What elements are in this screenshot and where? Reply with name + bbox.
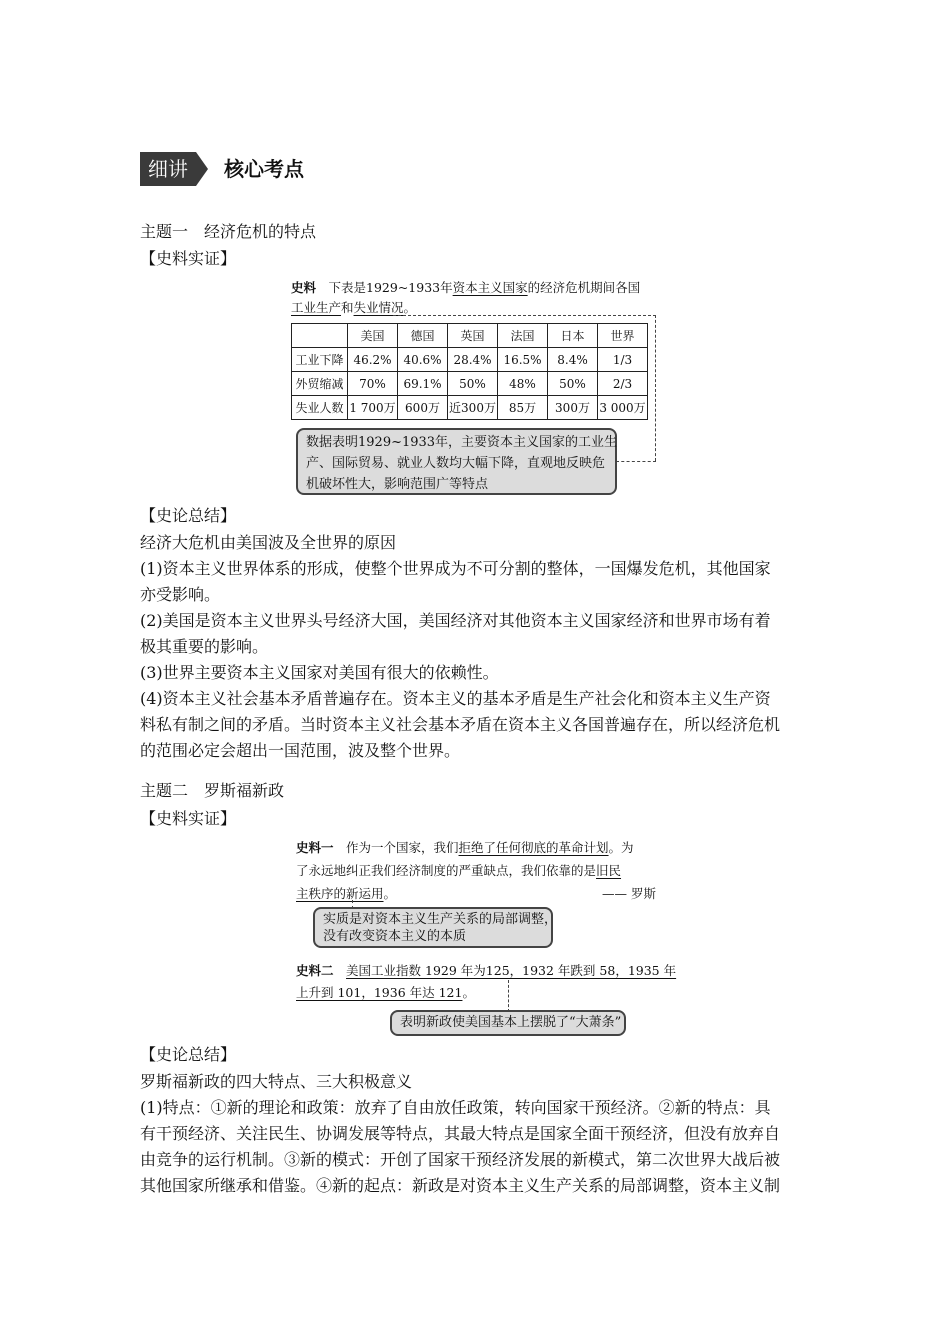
table-cell: 40.6% [398,348,448,372]
section-banner [140,152,340,186]
topic1-evidence-label: 【史料实证】 [140,249,237,268]
note-line: 实质是对资本主义生产关系的局部调整， [323,912,558,927]
summary-line: 其他国家所继承和借鉴。④新的起点：新政是对资本主义生产关系的局部调整，资本主义制 [140,1176,781,1195]
analysis-note-3: 表明新政使美国基本上摆脱了“大萧条” [390,1010,626,1036]
note-line: 机破坏性大，影响范围广等特点 [306,477,489,492]
analysis-note-1 [296,428,617,495]
summary-title: 罗斯福新政的四大特点、三大积极意义 [140,1072,413,1091]
table-cell: 1 700万 [348,396,398,420]
table-cell: 1/3 [598,348,648,372]
source-text-1 [291,278,671,318]
connector-line [508,980,509,1012]
source-text: 了永远地纠正我们经济制度的严重缺点，我们依靠的是 [296,863,597,878]
table-cell: 3 000万 [598,396,648,420]
source-text: 下表是1929~1933年 [316,280,453,295]
summary-line: (1)特点：①新的理论和政策：放弃了自由放任政策，转向国家干预经济。②新的特点：具 [140,1098,771,1117]
topic1-summary [140,530,812,764]
connector-line [616,461,656,462]
topic2-summary-label: 【史论总结】 [140,1045,237,1064]
table-cell: 工业下降 [292,348,348,372]
table-cell: 28.4% [448,348,498,372]
source-text-3 [296,960,677,1004]
table-cell: 2/3 [598,372,648,396]
source-text: 和 [341,300,354,315]
summary-line: 由竞争的运行机制。③新的模式：开创了国家干预经济发展的新模式，第二次世界大战后被 [140,1150,781,1169]
table-cell: 600万 [398,396,448,420]
table-cell: 50% [548,372,598,396]
source-underline: 美国工业指数 1929 年为125，1932 年跌到 58，1935 年 [346,963,677,978]
table-header-cell: 日本 [548,324,598,348]
note-line: 没有改变资本主义的本质 [323,929,467,944]
table-cell: 70% [348,372,398,396]
table-header-cell [292,324,348,348]
banner-arrow-icon [196,152,208,186]
topic1-heading: 主题一 经济危机的特点 [140,222,317,241]
source-underline: 旧民 [596,863,622,878]
source-text: 。为 [608,840,634,855]
table-cell: 46.2% [348,348,398,372]
summary-line: 极其重要的影响。 [140,637,269,656]
table-header-cell: 法国 [498,324,548,348]
source-underline: 拒绝了任何彻底的革命计划 [458,840,609,855]
source-text: 。 [403,300,417,315]
table-header-cell: 世界 [598,324,648,348]
table-cell: 48% [498,372,548,396]
source-underline: 工业生产 [291,300,342,315]
source-underline: 上升到 101，1936 年达 121 [296,985,463,1000]
table-cell: 失业人数 [292,396,348,420]
banner-title: 核心考点 [224,157,304,181]
table-cell: 外贸缩减 [292,372,348,396]
table-cell: 69.1% [398,372,448,396]
source-underline: 失业情况 [353,300,404,315]
analysis-note-2 [313,907,558,948]
topic2-summary [140,1069,812,1199]
summary-line: 亦受影响。 [140,585,221,604]
topic2-heading: 主题二 罗斯福新政 [140,781,285,800]
banner-tag: 细讲 [140,152,196,186]
source-text-2 [296,836,656,905]
connector-line [655,315,656,461]
topic2-evidence-label: 【史料实证】 [140,809,237,828]
table-header-cell: 德国 [398,324,448,348]
table-header-cell: 美国 [348,324,398,348]
source-text: 。 [462,985,475,1000]
note-line: 数据表明1929~1933年，主要资本主义国家的工业生 [306,435,618,450]
source-text: 。 [383,886,397,901]
table-cell: 85万 [498,396,548,420]
table-cell: 近300万 [448,396,498,420]
source-text: 的经济危机期间各国 [527,280,641,295]
source-author: —— 罗斯 [602,886,656,901]
source-underline: 资本主义国家 [452,280,528,295]
source-label: 史料一 [296,840,334,855]
table-cell: 300万 [548,396,598,420]
table-row [292,396,648,420]
summary-line: (4)资本主义社会基本矛盾普遍存在。资本主义的基本矛盾是生产社会化和资本主义生产资 [140,689,771,708]
topic1-summary-label: 【史论总结】 [140,506,237,525]
summary-line: 有干预经济、关注民生、协调发展等特点，其最大特点是国家全面干预经济，但没有放弃自 [140,1124,781,1143]
crisis-table [291,323,648,420]
source-label: 史料 [291,280,317,295]
summary-line: (2)美国是资本主义世界头号经济大国，美国经济对其他资本主义国家经济和世界市场有着 [140,611,771,630]
table-cell: 50% [448,372,498,396]
source-underline: 主秩序的新运用 [296,886,384,901]
source-text: 作为一个国家，我们 [333,840,459,855]
source-label: 史料二 [296,963,334,978]
table-cell: 16.5% [498,348,548,372]
table-header-row [292,324,648,348]
summary-line: 料私有制之间的矛盾。当时资本主义社会基本矛盾在资本主义各国普遍存在，所以经济危机 [140,715,781,734]
summary-line: (1)资本主义世界体系的形成，使整个世界成为不可分割的整体，一国爆发危机，其他国家 [140,559,771,578]
table-cell: 8.4% [548,348,598,372]
summary-title: 经济大危机由美国波及全世界的原因 [140,533,397,552]
note-line: 产、国际贸易、就业人数均大幅下降，直观地反映危 [306,456,606,471]
summary-line: (3)世界主要资本主义国家对美国有很大的依赖性。 [140,663,499,682]
table-header-cell: 英国 [448,324,498,348]
table-row [292,372,648,396]
summary-line: 的范围必定会超出一国范围，波及整个世界。 [140,741,461,760]
connector-line [393,315,656,316]
table-row [292,348,648,372]
